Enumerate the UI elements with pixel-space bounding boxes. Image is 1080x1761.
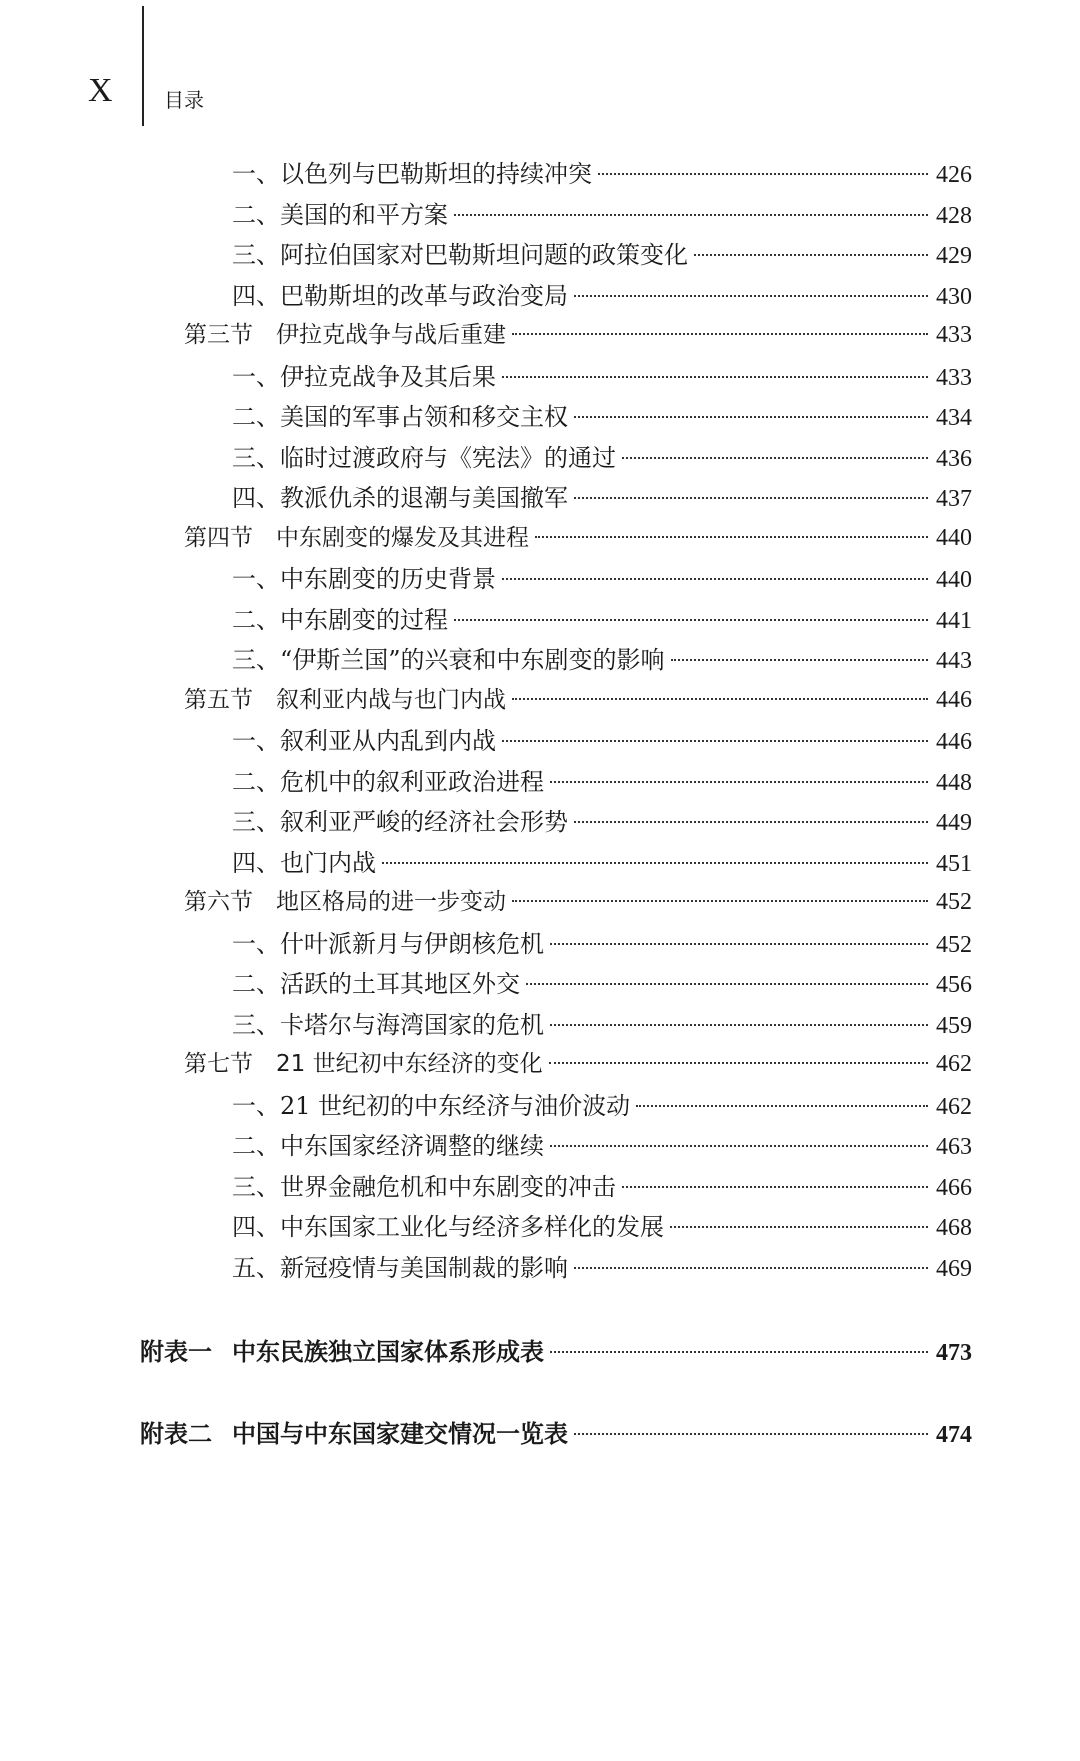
entry-page-number: 441 [936,607,972,634]
dot-leader [502,376,928,378]
dot-leader [454,619,928,621]
dot-leader [550,781,928,783]
toc-subsection-entry [232,559,972,595]
entry-page-number: 433 [936,364,972,391]
entry-page-number: 448 [936,769,972,796]
entry-title: 二、美国的和平方案 [232,200,448,229]
entry-page-number: 449 [936,810,972,836]
entry-page-number: 429 [936,243,972,269]
entry-title: 21 世纪初中东经济的变化 [276,1051,543,1077]
dot-leader [598,173,928,175]
entry-title: 三、临时过渡政府与《宪法》的通过 [232,443,616,472]
toc-subsection-entry [232,600,972,636]
toc-subsection-entry [232,276,972,312]
toc-subsection-entry [232,235,972,271]
dot-leader [550,1024,928,1026]
dot-leader [574,1433,928,1435]
entry-title: 叙利亚内战与也门内战 [276,686,506,713]
dot-leader [382,862,928,864]
dot-leader [574,821,928,823]
section-number: 第七节 [184,1051,253,1077]
toc-subsection-entry [232,1207,972,1243]
toc-subsection-entry [232,721,972,757]
entry-page-number: 426 [936,162,972,188]
entry-title: 伊拉克战争与战后重建 [276,322,506,348]
toc-subsection-entry [232,397,972,433]
section-number: 第四节 [184,524,253,551]
entry-page-number: 428 [936,202,972,229]
entry-page-number: 474 [936,1422,972,1448]
toc-section-entry [184,316,972,352]
running-header-label: 目录 [164,88,204,112]
entry-title: 四、中东国家工业化与经济多样化的发展 [232,1213,664,1241]
entry-title: 二、活跃的土耳其地区外交 [232,970,520,998]
entry-title: 中国与中东国家建交情况一览表 [232,1419,568,1448]
toc-subsection-entry [232,1248,972,1284]
toc-subsection-entry [232,964,972,1000]
section-number: 第三节 [184,322,253,348]
toc-section-entry [184,1045,972,1081]
dot-leader [550,1145,928,1147]
toc-subsection-entry [232,438,972,474]
entry-title: 四、教派仇杀的退潮与美国撤军 [232,484,568,512]
entry-page-number: 430 [936,283,972,310]
dot-leader [526,983,928,985]
entry-title: 地区格局的进一步变动 [276,889,506,915]
entry-page-number: 433 [936,322,972,348]
entry-title: 一、伊拉克战争及其后果 [232,362,496,391]
dot-leader [671,659,928,661]
dot-leader [574,295,928,297]
entry-page-number: 434 [936,405,972,431]
entry-page-number: 452 [936,931,972,958]
toc-subsection-entry [232,154,972,190]
entry-title: 二、危机中的叙利亚政治进程 [232,767,544,796]
entry-title: 三、“伊斯兰国”的兴衰和中东剧变的影响 [232,646,665,674]
toc-appendix-entry [140,1414,972,1450]
entry-title: 四、也门内战 [232,848,376,877]
entry-title: 三、卡塔尔与海湾国家的危机 [232,1010,544,1039]
page-number: X [88,72,114,109]
entry-title: 一、21 世纪初的中东经济与油价波动 [232,1091,631,1120]
entry-page-number: 446 [936,686,972,713]
dot-leader [622,457,928,459]
toc-subsection-entry [232,802,972,838]
toc-subsection-entry [232,478,972,514]
entry-title: 中东剧变的爆发及其进程 [276,524,529,551]
toc-subsection-entry [232,1005,972,1041]
entry-title: 一、叙利亚从内乱到内战 [232,727,496,755]
entry-page-number: 437 [936,486,972,512]
dot-leader [574,416,928,418]
entry-title: 三、阿拉伯国家对巴勒斯坦问题的政策变化 [232,241,688,269]
dot-leader [502,578,928,580]
entry-title: 一、什叶派新月与伊朗核危机 [232,929,544,958]
entry-title: 四、巴勒斯坦的改革与政治变局 [232,281,568,310]
toc-section-entry [184,681,972,717]
entry-title: 中东民族独立国家体系形成表 [232,1337,544,1366]
header-divider [142,6,144,126]
dot-leader [670,1226,928,1228]
dot-leader [512,333,928,335]
toc-subsection-entry [232,1126,972,1162]
entry-page-number: 446 [936,729,972,755]
section-number: 第五节 [184,686,253,713]
toc-subsection-entry [232,357,972,393]
entry-page-number: 436 [936,445,972,472]
toc-subsection-entry [232,1167,972,1203]
entry-page-number: 440 [936,524,972,551]
entry-title: 一、以色列与巴勒斯坦的持续冲突 [232,160,592,188]
appendix-label: 附表一 [140,1337,212,1366]
entry-page-number: 451 [936,850,972,877]
toc-subsection-entry [232,924,972,960]
entry-page-number: 459 [936,1012,972,1039]
entry-title: 二、中东国家经济调整的继续 [232,1132,544,1160]
entry-title: 二、美国的军事占领和移交主权 [232,403,568,431]
entry-page-number: 443 [936,648,972,674]
dot-leader [512,900,928,902]
dot-leader [574,497,928,499]
dot-leader [550,943,928,945]
toc-subsection-entry [232,1086,972,1122]
entry-title: 五、新冠疫情与美国制裁的影响 [232,1253,568,1282]
entry-title: 二、中东剧变的过程 [232,605,448,634]
toc-subsection-entry [232,195,972,231]
entry-page-number: 452 [936,889,972,915]
entry-title: 三、叙利亚严峻的经济社会形势 [232,808,568,836]
toc-section-entry [184,519,972,555]
toc-subsection-entry [232,762,972,798]
entry-page-number: 462 [936,1051,972,1077]
dot-leader [512,698,928,700]
entry-page-number: 469 [936,1255,972,1282]
entry-page-number: 466 [936,1174,972,1201]
dot-leader [622,1186,928,1188]
dot-leader [502,740,928,742]
entry-title: 一、中东剧变的历史背景 [232,565,496,593]
dot-leader [549,1062,928,1064]
toc-appendix-entry [140,1332,972,1368]
toc-subsection-entry [232,843,972,879]
entry-page-number: 456 [936,972,972,998]
dot-leader [694,254,928,256]
entry-page-number: 468 [936,1215,972,1241]
toc-section-entry [184,883,972,919]
section-number: 第六节 [184,889,253,915]
dot-leader [550,1351,928,1353]
dot-leader [574,1267,928,1269]
entry-page-number: 462 [936,1093,972,1120]
entry-title: 三、世界金融危机和中东剧变的冲击 [232,1172,616,1201]
toc-subsection-entry [232,640,972,676]
dot-leader [535,536,928,538]
entry-page-number: 440 [936,567,972,593]
dot-leader [636,1105,928,1107]
dot-leader [454,214,928,216]
entry-page-number: 473 [936,1340,972,1366]
entry-page-number: 463 [936,1134,972,1160]
appendix-label: 附表二 [140,1419,212,1448]
